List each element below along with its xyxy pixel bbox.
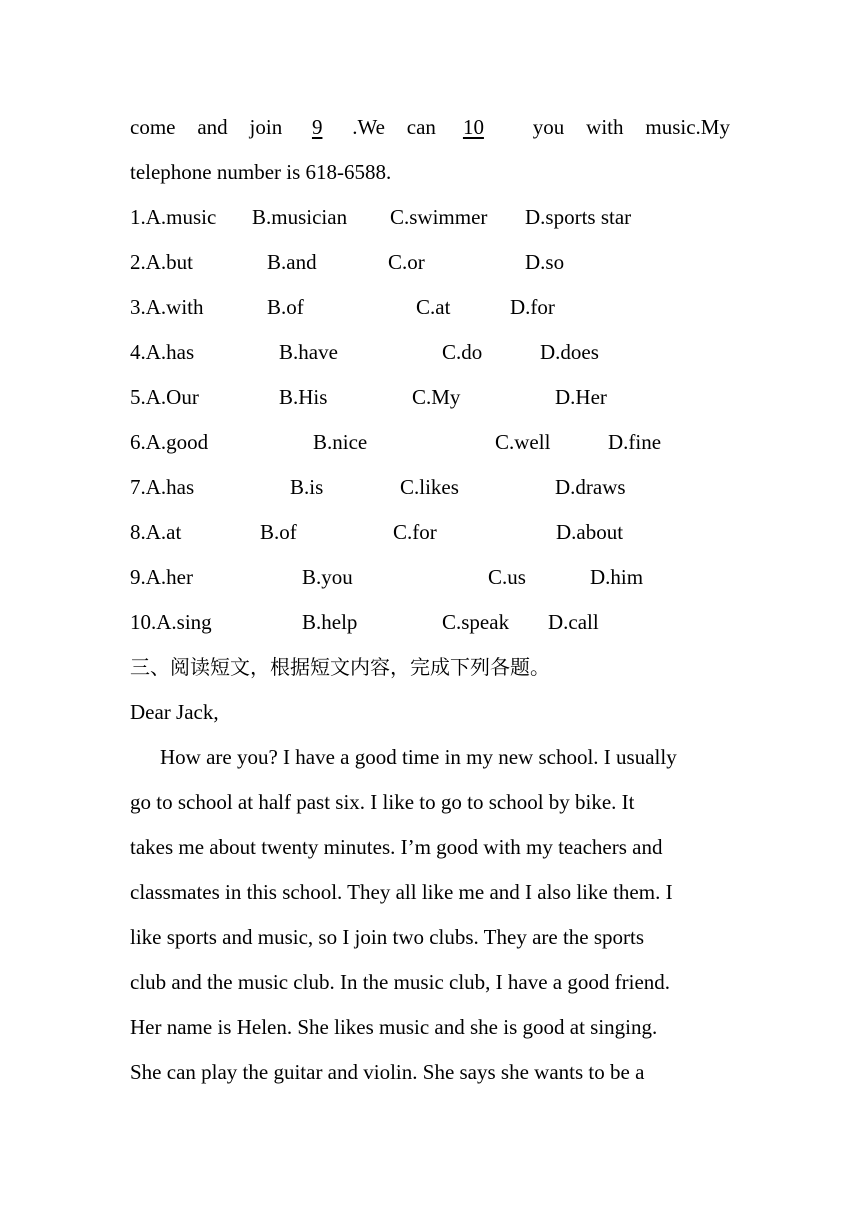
question-5-option-a: 5.A.Our — [130, 385, 199, 409]
question-8-option-c: C.for — [393, 520, 437, 544]
question-1-option-a: 1.A.music — [130, 205, 217, 229]
passage-word: and — [197, 115, 228, 139]
question-row-2 — [130, 240, 730, 285]
cloze-passage-line: telephone number is 618-6588. — [130, 160, 392, 184]
question-10-option-a: 10.A.sing — [130, 610, 212, 634]
question-row-5 — [130, 375, 730, 420]
question-7-option-d: D.draws — [555, 475, 626, 499]
question-8-option-a: 8.A.at — [130, 520, 182, 544]
question-row-7 — [130, 465, 730, 510]
question-6-option-d: D.fine — [608, 430, 662, 454]
question-row-4 — [130, 330, 730, 375]
blank-9: 9 — [311, 115, 323, 139]
letter-line: club and the music club. In the music club, I have a good friend. — [130, 970, 671, 994]
letter-greeting: Dear Jack, — [130, 700, 219, 724]
letter-line: How are you? I have a good time in my new school. I usually — [160, 745, 677, 769]
passage-word-with-blank-10: can 10 — [407, 105, 511, 150]
question-9-option-c: C.us — [488, 565, 526, 589]
letter-line: classmates in this school. They all like me and I also like them. I — [130, 880, 673, 904]
question-1-option-c: C.swimmer — [390, 205, 488, 229]
question-row-1 — [130, 195, 730, 240]
question-9-option-b: B.you — [302, 565, 353, 589]
question-8-option-d: D.about — [556, 520, 624, 544]
letter-line: go to school at half past six. I like to go to school by bike. It — [130, 790, 635, 814]
question-7-option-a: 7.A.has — [130, 475, 195, 499]
question-6-option-a: 6.A.good — [130, 430, 209, 454]
blank-10: 10 — [462, 115, 484, 139]
question-5-option-d: D.Her — [555, 385, 607, 409]
document-page — [130, 105, 730, 1095]
question-4-option-c: C.do — [442, 340, 483, 364]
question-6-option-c: C.well — [495, 430, 551, 454]
question-row-10 — [130, 600, 730, 645]
question-4-option-a: 4.A.has — [130, 340, 195, 364]
question-9-option-a: 9.A.her — [130, 565, 193, 589]
letter-line: takes me about twenty minutes. I’m good with my teachers and — [130, 835, 663, 859]
passage-word: come — [130, 115, 176, 139]
question-row-9 — [130, 555, 730, 600]
question-6-option-b: B.nice — [313, 430, 368, 454]
passage-word-with-blank-9: join 9 .We — [250, 105, 385, 150]
passage-word: music.My — [645, 115, 730, 139]
passage-word: you — [532, 115, 565, 139]
question-4-option-b: B.have — [279, 340, 338, 364]
question-row-6 — [130, 420, 730, 465]
question-7-option-b: B.is — [290, 475, 324, 499]
question-row-8 — [130, 510, 730, 555]
question-5-option-c: C.My — [412, 385, 461, 409]
question-2-option-d: D.so — [525, 250, 565, 274]
question-10-option-c: C.speak — [442, 610, 510, 634]
question-2-option-a: 2.A.but — [130, 250, 193, 274]
question-2-option-b: B.and — [267, 250, 317, 274]
question-2-option-c: C.or — [388, 250, 425, 274]
question-3-option-c: C.at — [416, 295, 451, 319]
question-7-option-c: C.likes — [400, 475, 459, 499]
question-3-option-b: B.of — [267, 295, 304, 319]
question-4-option-d: D.does — [540, 340, 599, 364]
question-9-option-d: D.him — [590, 565, 644, 589]
question-1-option-d: D.sports star — [525, 205, 632, 229]
letter-line: She can play the guitar and violin. She says she wants to be a — [130, 1060, 645, 1084]
question-3-option-d: D.for — [510, 295, 555, 319]
section-3-heading: 三、阅读短文，根据短文内容，完成下列各题。 — [130, 655, 550, 679]
passage-word: with — [586, 115, 624, 139]
letter-line: like sports and music, so I join two clubs. They are the sports — [130, 925, 645, 949]
cloze-passage-line — [130, 105, 730, 150]
question-1-option-b: B.musician — [252, 205, 348, 229]
question-10-option-b: B.help — [302, 610, 358, 634]
question-5-option-b: B.His — [279, 385, 328, 409]
question-row-3 — [130, 285, 730, 330]
question-10-option-d: D.call — [548, 610, 599, 634]
letter-line: Her name is Helen. She likes music and she is good at singing. — [130, 1015, 658, 1039]
question-3-option-a: 3.A.with — [130, 295, 204, 319]
question-8-option-b: B.of — [260, 520, 297, 544]
